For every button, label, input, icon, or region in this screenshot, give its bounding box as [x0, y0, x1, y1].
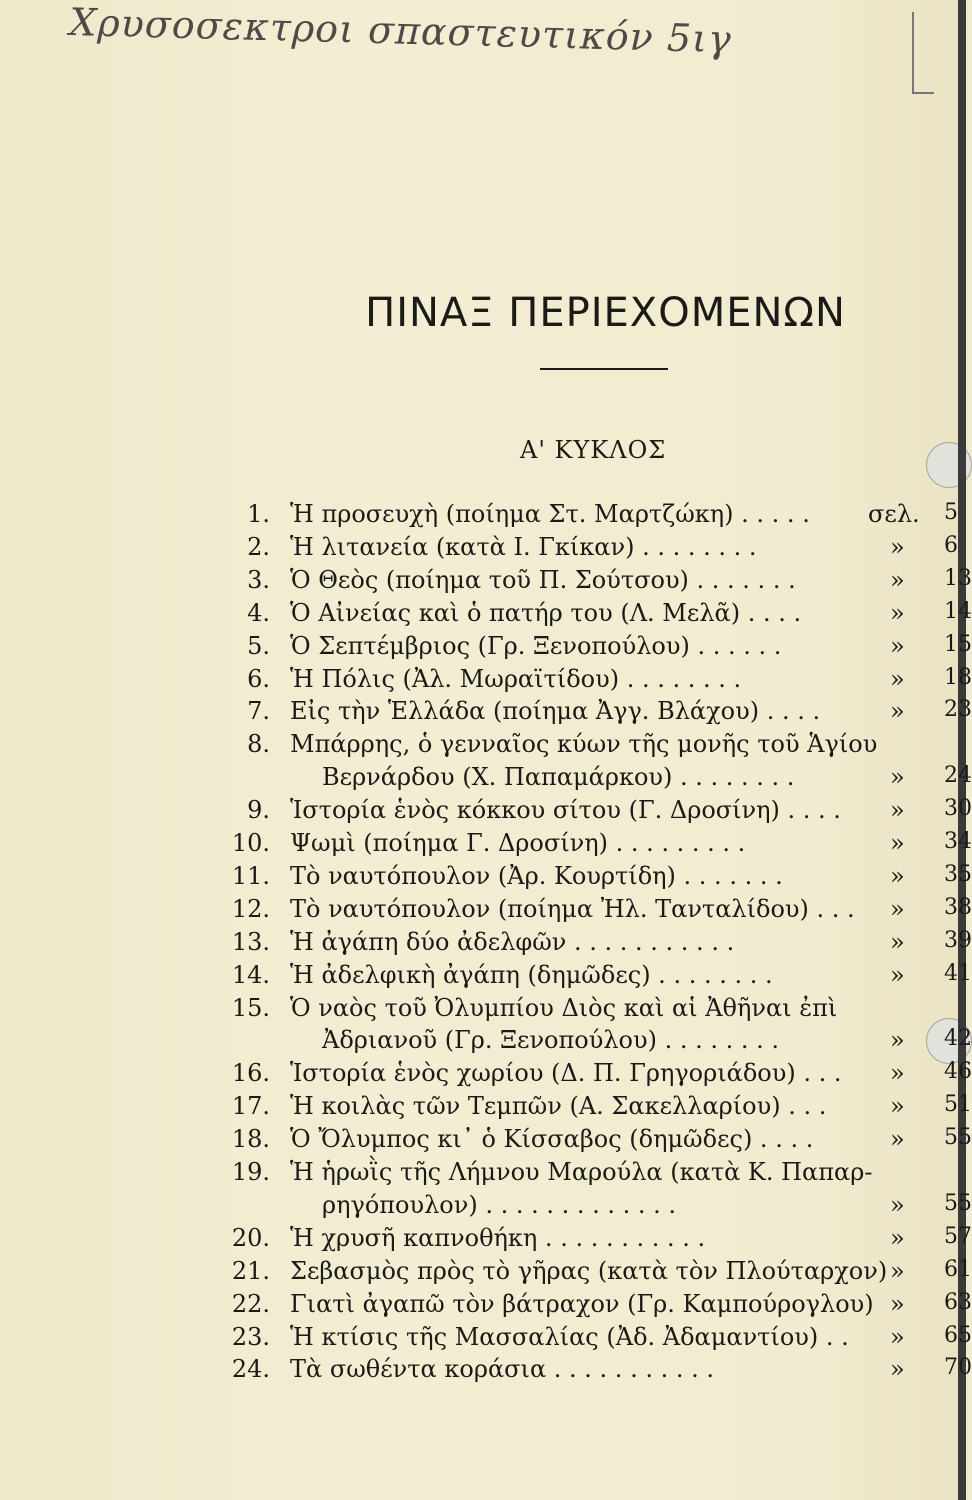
entry-title: Σεβασμὸς πρὸς τὸ γῆρας (κατὰ τὸν Πλούταρχον)	[290, 1256, 888, 1285]
page-number: 34	[944, 829, 972, 854]
page-reference: »	[890, 664, 905, 693]
entry-title: Ἡ κοιλὰς τῶν Τεμπῶν (Α. Σακελλαρίου) . . .	[290, 1092, 827, 1121]
entry-title: Ὁ Σεπτέμβριος (Γρ. Ξενοπούλου) . . . . . .	[290, 631, 782, 660]
page-number: 65	[944, 1322, 972, 1348]
page-reference: »	[890, 1026, 905, 1055]
entry-number: 19.	[231, 1158, 270, 1186]
entry-number: 20.	[231, 1223, 270, 1252]
entry-number: 22.	[231, 1289, 270, 1318]
entry-title: Ὁ ναὸς τοῦ Ὀλυμπίου Διὸς καὶ αἱ Ἀθῆναι ἐπὶ	[290, 993, 838, 1022]
page-reference: »	[890, 960, 905, 989]
page-reference: »	[890, 697, 905, 726]
page-reference: »	[890, 598, 905, 627]
entry-number: 23.	[231, 1322, 270, 1351]
entry-number: 4.	[247, 598, 270, 627]
entry-title: Ἡ ἀγάπη δύο ἀδελφῶν . . . . . . . . . . .	[290, 927, 735, 956]
page-number: 57	[944, 1223, 972, 1249]
page-reference: »	[890, 829, 905, 857]
handwritten-note: Χρυσοσεκτροι σπαστευτικόν 5ιγ	[68, 0, 733, 62]
entry-number: 2.	[247, 532, 270, 561]
entry-title: Ἡ κτίσις τῆς Μασσαλίας (Ἀδ. Ἀδαμαντίου) . .	[290, 1322, 849, 1351]
entry-title: Τὸ ναυτόπουλον (Ἀρ. Κουρτίδη) . . . . . . .	[290, 861, 783, 890]
entry-number: 9.	[247, 796, 270, 825]
entry-title: ρηγόπουλον) . . . . . . . . . . . . .	[322, 1190, 677, 1219]
entry-number: 1.	[247, 500, 270, 528]
entry-number: 3.	[247, 565, 270, 594]
entry-title: Ἡ προσευχὴ (ποίημα Στ. Μαρτζώκη) . . . . .	[290, 500, 810, 528]
page-reference: σελ.	[868, 500, 920, 528]
page-number: 39	[944, 927, 972, 953]
page-reference: »	[890, 1322, 905, 1351]
entry-title: Ἱστορία ἑνὸς χωρίου (Δ. Π. Γρηγοριάδου) . . .	[290, 1059, 842, 1088]
page-reference: »	[890, 565, 905, 594]
entry-title: Ἀδριανοῦ (Γρ. Ξενοπούλου) . . . . . . . .	[322, 1026, 779, 1055]
page-number: 13	[944, 565, 972, 591]
entry-title: Ἡ λιτανεία (κατὰ Ι. Γκίκαν) . . . . . . . .	[290, 532, 757, 561]
entry-number: 11.	[231, 861, 270, 890]
entry-number: 10.	[231, 829, 270, 857]
page-number: 18	[944, 664, 972, 690]
page-number: 35	[944, 861, 972, 887]
entry-title: Ἡ Πόλις (Ἀλ. Μωραϊτίδου) . . . . . . . .	[290, 664, 742, 693]
page-number: 6	[944, 532, 958, 558]
page-reference: »	[890, 1256, 905, 1285]
page-number: 5	[944, 500, 958, 525]
title-underline	[540, 368, 668, 370]
page-number: 14	[944, 598, 972, 624]
page-number: 42	[944, 1026, 972, 1052]
entry-title: Ψωμὶ (ποίημα Γ. Δροσίνη) . . . . . . . . .	[290, 829, 746, 857]
page-reference: »	[890, 861, 905, 890]
page-number: 55	[944, 1125, 972, 1151]
page-reference: »	[890, 1355, 905, 1384]
page-reference: »	[890, 1223, 905, 1252]
page-reference: »	[890, 763, 905, 792]
crop-mark	[912, 12, 934, 94]
page-number: 51	[944, 1092, 972, 1118]
entry-number: 13.	[231, 927, 270, 956]
page-reference: »	[890, 1125, 905, 1154]
page-title: ΠΙΝΑΞ ΠΕΡΙΕΧΟΜΕΝΩΝ	[365, 290, 846, 336]
page-number: 70	[944, 1355, 972, 1381]
entry-title: Τὸ ναυτόπουλον (ποίημα Ἠλ. Τανταλίδου) . . .	[290, 894, 855, 923]
page-number: 23	[944, 697, 972, 723]
entry-number: 15.	[231, 993, 270, 1022]
page-reference: »	[890, 532, 905, 561]
page-number: 15	[944, 631, 972, 657]
entry-number: 8.	[247, 730, 270, 759]
entry-title: Ὁ Θεὸς (ποίημα τοῦ Π. Σούτσου) . . . . . . .	[290, 565, 796, 594]
page-reference: »	[890, 1289, 905, 1318]
entry-title: Μπάρρης, ὁ γενναῖος κύων τῆς μονῆς τοῦ Ἁγίου	[290, 730, 878, 759]
page-number: 46	[944, 1059, 972, 1085]
entry-number: 14.	[231, 960, 270, 989]
entry-number: 6.	[247, 664, 270, 693]
page-reference: »	[890, 894, 905, 923]
entry-number: 17.	[231, 1092, 270, 1121]
page-number: 38	[944, 894, 972, 920]
entry-title: Ὁ Αἰνείας καὶ ὁ πατήρ του (Λ. Μελᾶ) . . . .	[290, 598, 802, 627]
entry-title: Ἡ χρυσῆ καπνοθήκη . . . . . . . . . . .	[290, 1223, 706, 1252]
entry-title: Τὰ σωθέντα κοράσια . . . . . . . . . . .	[290, 1355, 714, 1384]
page-reference: »	[890, 796, 905, 825]
entry-number: 24.	[231, 1355, 270, 1384]
entry-number: 5.	[247, 631, 270, 660]
page-reference: »	[890, 927, 905, 956]
entry-number: 7.	[247, 697, 270, 726]
page-number: 63	[944, 1289, 972, 1315]
entry-number: 12.	[231, 894, 270, 923]
page-number: 24	[944, 763, 972, 789]
entry-title: Ἱστορία ἑνὸς κόκκου σίτου (Γ. Δροσίνη) . . . .	[290, 796, 841, 825]
entry-title: Βερνάρδου (Χ. Παπαμάρκου) . . . . . . . .	[322, 763, 795, 792]
page-reference: »	[890, 631, 905, 660]
page-number: 30	[944, 796, 972, 822]
entry-title: Εἰς τὴν Ἑλλάδα (ποίημα Ἀγγ. Βλάχου) . . . .	[290, 697, 821, 726]
page-reference: »	[890, 1092, 905, 1121]
section-heading: Α' ΚΥΚΛΟΣ	[520, 436, 667, 464]
page-reference: »	[890, 1059, 905, 1088]
page-number: 61	[944, 1256, 972, 1282]
entry-title: Γιατὶ ἀγαπῶ τὸν βάτραχον (Γρ. Καμπούρογλου)	[290, 1289, 874, 1318]
entry-number: 21.	[231, 1256, 270, 1285]
page-number: 55	[944, 1190, 972, 1216]
entry-title: Ἡ ἀδελφικὴ ἀγάπη (δημῶδες) . . . . . . . .	[290, 960, 773, 989]
entry-title: Ὁ Ὄλυμπος κι᾿ ὁ Κίσσαβος (δημῶδες) . . . .	[290, 1125, 814, 1154]
entry-number: 18.	[231, 1125, 270, 1154]
page-number: 41	[944, 960, 972, 986]
page-reference: »	[890, 1190, 905, 1219]
entry-number: 16.	[231, 1059, 270, 1088]
entry-title: Ἡ ἡρωῒς τῆς Λήμνου Μαρούλα (κατὰ Κ. Παπαρ-	[290, 1158, 873, 1186]
